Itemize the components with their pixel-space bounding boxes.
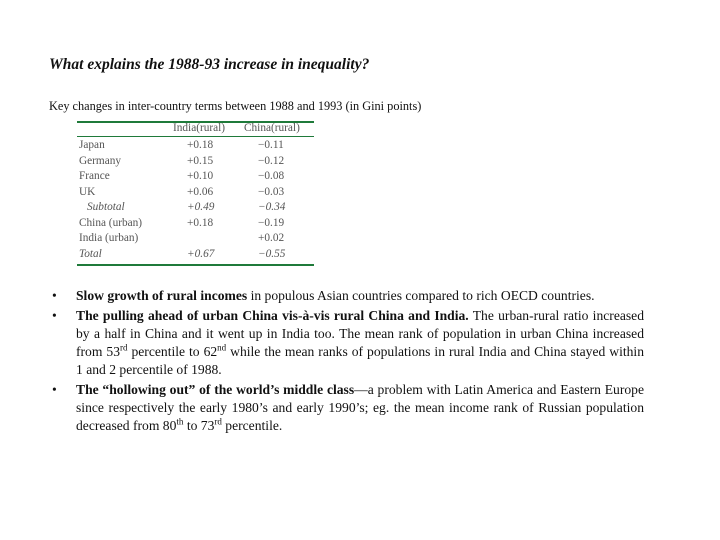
table-bottom-rule (77, 264, 314, 266)
bullet-item (52, 381, 644, 435)
bullet-text: —a problem with Latin America and Eastern Europe since respectively the early 1980’s and early 1990’s; eg. the mean income rank of Russian population decreased from 80 (76, 382, 644, 433)
china-rural-value: −0.55 (258, 247, 286, 260)
bullet-text: percentile to 62 (127, 344, 218, 359)
ordinal-suffix: th (176, 416, 184, 427)
ordinal-suffix: rd (120, 342, 128, 353)
ordinal-suffix: nd (217, 342, 227, 353)
table-row-total (77, 248, 314, 263)
china-rural-value: −0.03 (258, 185, 285, 198)
bullet-text: The urban-rural ratio increased by a half in China and it went up in India too. The mean rank of population in urban China increased from 53 (76, 308, 645, 359)
bullet-marker: • (52, 308, 57, 323)
column-header-india-rural: India(rural) (173, 122, 226, 134)
row-label: UK (79, 185, 96, 198)
bullet-item (52, 287, 644, 305)
table-row (77, 170, 314, 185)
china-rural-value: −0.12 (258, 154, 285, 167)
table-row (77, 232, 314, 247)
row-label: Japan (79, 139, 105, 151)
row-label: Subtotal (87, 201, 125, 213)
column-header-china-rural: China(rural) (244, 122, 300, 134)
india-rural-value: +0.15 (187, 154, 214, 167)
bullet-marker: • (52, 288, 57, 303)
bullet-heading: The “hollowing out” of the world’s middle class (76, 382, 355, 397)
china-rural-value: −0.11 (258, 139, 284, 151)
china-rural-value: −0.19 (258, 216, 285, 229)
india-rural-value: +0.18 (187, 216, 214, 229)
row-label: China (urban) (79, 216, 143, 229)
slide-title: What explains the 1988-93 increase in inequality? (49, 56, 370, 73)
bullet-heading: The pulling ahead of urban China vis-à-vis rural China and India. (76, 308, 469, 323)
bullet-text: while the mean ranks of populations in rural India and China stayed within 1 and 2 percentile of 1988. (76, 344, 644, 377)
ordinal-suffix: rd (214, 416, 222, 427)
bullet-list (52, 287, 644, 437)
india-rural-value: +0.10 (187, 170, 214, 182)
table-row (77, 186, 314, 201)
bullet-item (52, 307, 644, 379)
row-label: France (79, 170, 110, 182)
china-rural-value: −0.08 (258, 170, 285, 182)
india-rural-value: +0.06 (187, 185, 214, 198)
china-rural-value: −0.34 (258, 201, 286, 213)
bullet-text: in populous Asian countries compared to rich OECD countries. (247, 288, 595, 303)
table-header-rule (77, 136, 314, 137)
gini-changes-table (77, 121, 314, 266)
table-row (77, 155, 314, 170)
row-label: Total (79, 247, 102, 260)
bullet-text: to 73 (183, 418, 215, 433)
table-row (77, 139, 314, 154)
china-rural-value: +0.02 (258, 232, 285, 244)
table-row (77, 217, 314, 232)
table-caption: Key changes in inter-country terms between 1988 and 1993 (in Gini points) (49, 99, 422, 113)
india-rural-value: +0.49 (187, 201, 215, 213)
bullet-text: percentile. (221, 418, 283, 433)
india-rural-value: +0.67 (187, 247, 215, 260)
row-label: Germany (79, 154, 122, 167)
bullet-heading: Slow growth of rural incomes (76, 288, 248, 303)
india-rural-value: +0.18 (187, 139, 214, 151)
table-row-subtotal (77, 201, 314, 216)
bullet-marker: • (52, 382, 57, 397)
row-label: India (urban) (79, 232, 139, 244)
